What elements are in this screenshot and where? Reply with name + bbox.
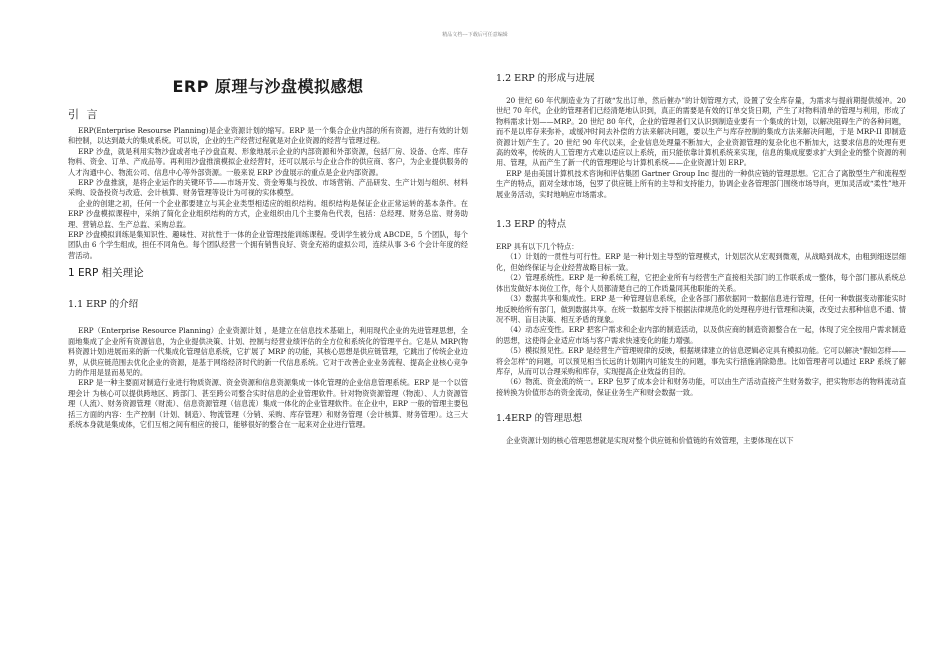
feature-item: （1）计划的一贯性与可行性。ERP 是一种计划主导型的管理模式，计划层次从宏观到微观，从战略到战术，由粗到细逐层细化，但始终保证与企业经营战略目标一致。	[496, 252, 906, 272]
section-1-3-heading: 1.3 ERP 的特点	[496, 219, 567, 231]
feature-item: （6）物流、资金流的统一。ERP 包罗了成本会计和财务功能，可以由生产活动直接产生财务数字，把实物形态的物料流动直接转换为价值形态的资金流动，保证业务生产和财会数据一致。	[496, 377, 906, 397]
page-header-note: 精品文档---下载后可任意编辑	[442, 32, 508, 38]
section-1-1-paragraph: ERP（Enterprise Resource Planning）企业资源计划 ，是建立在信息技术基础上，利用现代企业的先进管理思想，全面地集成了企业所有资源信息，为企业提供决策、计划、控制与经营业绩评估的全方位和系统化的管理平台。它是从 MRP(物料资源计划)进展而来的新一代集成化管理信息系统，它扩展了 MRP 的功能，其核心思想是供应链管理，它跳出了传统企业边界，从供应链范围去优化企业的资源，是基于网络经济时代的新一代信息系统。它对于改善企业业务流程、提高企业核心竞争力的作用是显而易见的。	[68, 326, 468, 377]
section-1-1-heading: 1.1 ERP 的介绍	[68, 299, 139, 311]
intro-paragraph: ERP(Enterprise Resourse Planning)是企业资源计划的缩写。ERP 是一个集合企业内部的所有资源，进行有效的计划和控制，以达到最大的集成系统。可以说，企业的生产经营过程就是对企业资源的经营与管理过程。	[68, 126, 468, 146]
feature-item: （5）模拟预见性。ERP 是经营生产管理规律的反映，根据规律建立的信息逻辑必定具有模拟功能。它可以解决“假如怎样——将会怎样”的问题，可以预见相当长远的计划期内可能发生的问题，事先实行措施消除隐患。比如管理者可以通过 ERP 系统了解库存，从而可以合理采购和库存，实现提高企业效益的目的。	[496, 346, 906, 376]
section-1-heading: 1 ERP 相关理论	[68, 267, 144, 280]
section-1-2-paragraph: 20 世纪 60 年代制造业为了打破“发出订单，然后催办”的计划管理方式，设置了安全库存量，为需求与提前期提供缓冲。20 世纪 70 年代，企业的管理者们已经清楚地认识到，真正的需要是有效的订单交货日期，产生了对物料清单的管理与利用，形成了物料需求计划——MRP。20 世纪 80 年代，企业的管理者们又认识到制造业要有一个集成的计划，以解决阻碍生产的各种问题，而不是以库存来弥补，或缓冲时间去补偿的方法来解决问题，要以生产与库存控制的集成方法来解决问题，于是 MRP-II 即制造资源计划产生了。20 世纪 90 年代以来，企业信息处理量不断加大，企业资源管理的复杂化也不断加大，这要求信息的处理有更高的效率，传统的人工管理方式难以适应以上系统，而只能依靠计算机系统来实现，信息的集成度要求扩大到企业的整个资源的利用、管理，从而产生了新一代的管理理论与计算机系统——企业资源计划 ERP。	[496, 96, 906, 168]
intro-paragraph: ERP 沙盘，就是利用实物沙盘或者电子沙盘直观、形象地展示企业的内部资源和外部资源，包括厂房、设备、仓库、库存物料、资金、订单、产成品等。再利用沙盘推演模拟企业经营时，还可以展示与企业合作的供应商、客户，为企业提供服务的人才沟通中心、物流公司、信息中心等外部资源。一般来说 ERP 沙盘展示的重点是企业内部资源。	[68, 146, 468, 177]
section-1-2-paragraph: ERP 是由美国计算机技术咨询和评估集团 Gartner Group Inc 提出的一种供应链的管理思想。它汇合了离散型生产和流程型生产的特点，面对全球市场，包罗了供应链上所有的主导和支持能力，协调企业各管理部门围绕市场导向，更加灵活或“柔性”地开展业务活动，实时地响应市场需求。	[496, 168, 906, 199]
section-1-2-heading: 1.2 ERP 的形成与进展	[496, 73, 595, 84]
document-title: ERP 原理与沙盘模拟感想	[172, 77, 364, 96]
right-column	[496, 70, 906, 447]
feature-item: （3）数据共享和集成性。ERP 是一种管理信息系统，企业各部门都依据同一数据信息进行管理，任何一种数据变动都能实时地反映给所有部门，做到数据共享。在统一数据库支持下根据法律规范化的处理程序进行管理和决策，改变过去那种信息不通、情况不明、盲目决策、相互矛盾的现象。	[496, 294, 906, 324]
intro-paragraph: 企业的创建之初，任何一个企业都要建立与其企业类型相适应的组织结构。组织结构是保证企业正常运转的基本条件。在 ERP 沙盘模拟课程中，采纳了简化企业组织结构的方式，企业组织由几个主要角色代表，包括：总经理、财务总监、财务助理、营销总监、生产总监、采购总监。	[68, 198, 468, 229]
section-1-1-paragraph: ERP 是一种主要面对制造行业进行物质资源、资金资源和信息资源集成一体化管理的企业信息管理系统。ERP 是一个以管理会计 为核心可以提供跨地区、跨部门、甚至跨公司整合实时信息的企业管理软件。针对物资资源管理（物流）、人力资源管理（人流）、财务资源管理（财流）、信息资源管理（信息流）集成一体化的企业管理软件。在企业中，ERP 一般的管理主要包括三方面的内容：生产控制（计划、制造）、物流管理（分销、采购、库存管理）和财务管理（会计核算、财务管理）。这三大系统本身就是集成体，它们互相之间有相应的接口，能够很好的整合在一起来对企业进行管理。	[68, 378, 468, 429]
intro-heading: 引 言	[68, 108, 100, 121]
section-1-4-heading: 1.4ERP 的管理思想	[496, 413, 583, 425]
intro-paragraph: ERP 沙盘推演，是将企业运作的关键环节——市场开发、资金筹集与投放、市场营销、产品研发、生产计划与组织、材料采购、设备投资与改造、会计核算、财务管理等设计为可视的实体模型。	[68, 178, 468, 198]
left-column	[68, 70, 468, 430]
section-1-3-intro: ERP 具有以下几个特点：	[496, 242, 579, 252]
feature-item: （2）管理系统性。ERP 是一种系统工程，它把企业所有与经营生产直接相关部门的工作联系成一整体，每个部门都从系统总体出发做好本岗位工作，每个人员都清楚自己的工作质量同其他职能的关系。	[496, 273, 906, 293]
intro-paragraph: ERP 沙盘模拟训练是集知识性、趣味性、对抗性于一体的企业管理技能训练课程。受训学生被分成 ABCDE，5 个团队，每个团队由 6 个学生组成，担任不同角色。每个团队经营一个拥有销售良好、资金充裕的虚拟公司，连续从事 3-6 个会计年度的经营活动。	[68, 230, 468, 260]
feature-item: （4）动态应变性。ERP 把客户需求和企业内部的制造活动，以及供应商的制造资源整合在一起，体现了完全按用户需求制造的思想，这使得企业适应市场与客户需求快速变化的能力增强。	[496, 325, 906, 345]
section-1-4-paragraph: 企业资源计划的核心管理思想就是实现对整个供应链和价值链的有效管理，主要体现在以下	[506, 436, 794, 446]
